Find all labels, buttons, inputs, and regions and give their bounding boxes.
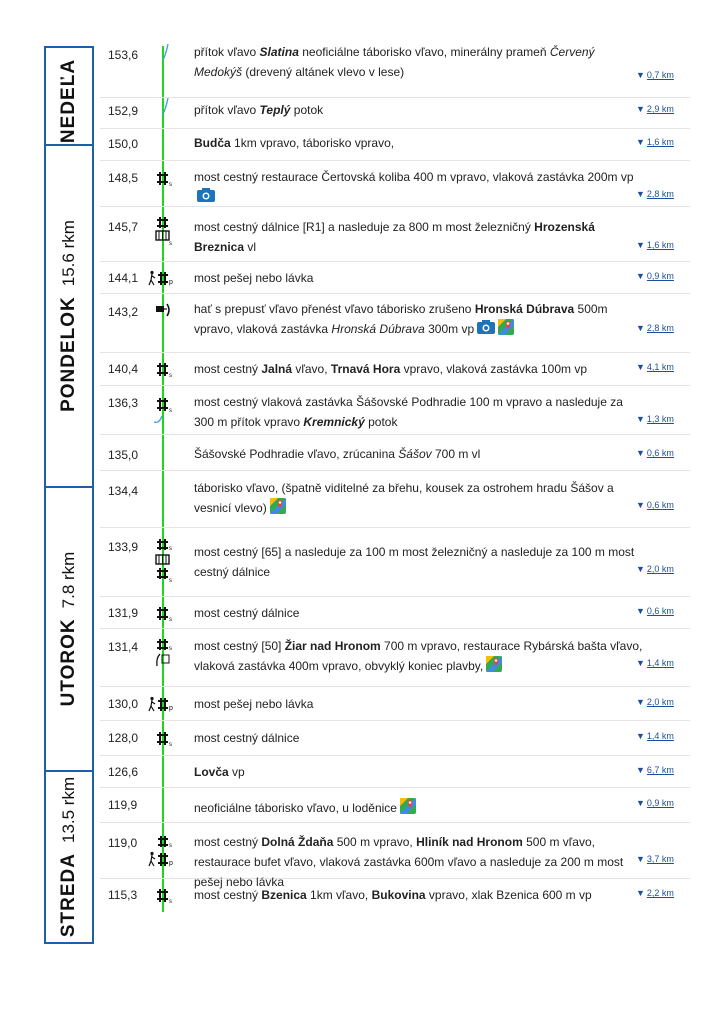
bridge-icon — [154, 361, 174, 379]
river-km: 143,2 — [108, 305, 139, 319]
svg-text:s: s — [169, 617, 172, 623]
description: Lovča vp — [194, 765, 245, 779]
day-name: PONDELOK — [58, 296, 79, 412]
description: most cestný restaurace Čertovská koliba 400 m vpravo, vlaková zastávka 200m vp — [194, 167, 644, 208]
day-wednesday — [44, 770, 94, 944]
row-divider — [100, 128, 690, 129]
day-distance: 13.5 rkm — [59, 776, 78, 844]
distance-link[interactable]: ▼ 1,4 km — [636, 731, 674, 741]
map-pin-icon[interactable] — [400, 798, 416, 820]
row-divider — [100, 261, 690, 262]
row-divider — [100, 470, 690, 471]
weir-icon — [154, 302, 174, 320]
description: přítok vľavo Teplý potok — [194, 103, 324, 117]
distance-link[interactable]: ▼ 0,6 km — [636, 500, 674, 510]
bridge-icon — [154, 216, 174, 246]
chevron-down-icon: ▼ — [636, 70, 645, 80]
chevron-down-icon: ▼ — [636, 854, 645, 864]
row-divider — [100, 527, 690, 528]
river-km: 134,4 — [108, 484, 139, 498]
row-divider — [100, 787, 690, 788]
svg-text:s: s — [169, 373, 172, 379]
row-divider — [100, 755, 690, 756]
chevron-down-icon: ▼ — [636, 606, 645, 616]
river-km: 150,0 — [108, 137, 139, 151]
distance-link[interactable]: ▼ 0,6 km — [636, 448, 674, 458]
footbridge-icon — [148, 696, 176, 714]
description: most cestný [65] a nasleduje za 100 m most železničný a nasleduje za 100 m most cestný dálnice — [194, 545, 635, 579]
svg-text:s: s — [169, 578, 172, 584]
bridge-icon — [154, 538, 174, 590]
day-name: STREDA — [58, 853, 79, 938]
tributary-icon — [154, 44, 174, 62]
description: most pešej nebo lávka — [194, 271, 314, 285]
row-divider — [100, 686, 690, 687]
river-km: 153,6 — [108, 48, 139, 62]
day-tuesday — [44, 486, 94, 772]
camera-icon[interactable] — [197, 188, 215, 208]
day-name: NEDEĽA — [58, 58, 79, 144]
river-km: 131,9 — [108, 606, 139, 620]
day-label — [58, 49, 80, 143]
description: most cestný dálnice — [194, 731, 300, 745]
chevron-down-icon: ▼ — [636, 448, 645, 458]
description: most cestný vlaková zastávka Šášovské Podhradie 100 m vpravo a nasleduje za 300 m přítok vpravo Kremnický potok — [194, 395, 623, 429]
svg-text:s: s — [169, 241, 172, 246]
bridge-icon — [154, 730, 174, 748]
distance-link[interactable]: ▼ 3,7 km — [636, 854, 674, 864]
chevron-down-icon: ▼ — [636, 323, 645, 333]
chevron-down-icon: ▼ — [636, 731, 645, 741]
svg-text:s: s — [169, 408, 172, 414]
river-km: 136,3 — [108, 396, 139, 410]
chevron-down-icon: ▼ — [636, 240, 645, 250]
river-km: 144,1 — [108, 271, 139, 285]
distance-link[interactable]: ▼ 0,6 km — [636, 606, 674, 616]
distance-link[interactable]: ▼ 0,9 km — [636, 271, 674, 281]
map-pin-icon[interactable] — [498, 319, 514, 341]
day-distance: 15.6 rkm — [59, 220, 78, 287]
tributary-icon — [154, 410, 174, 428]
chevron-down-icon: ▼ — [636, 189, 645, 199]
day-distance: 7.8 rkm — [59, 551, 78, 609]
tributary-icon — [154, 98, 174, 116]
bridge-icon — [154, 605, 174, 623]
distance-link[interactable]: ▼ 2,8 km — [636, 323, 674, 333]
distance-link[interactable]: ▼ 2,2 km — [636, 888, 674, 898]
description: Šášovské Podhradie vľavo, zrúcanina Šášov 700 m vl — [194, 447, 481, 461]
footbridge-icon — [148, 270, 176, 288]
row-divider — [100, 97, 690, 98]
chevron-down-icon: ▼ — [636, 697, 645, 707]
day-monday — [44, 144, 94, 488]
river-km: 140,4 — [108, 362, 139, 376]
chevron-down-icon: ▼ — [636, 500, 645, 510]
description: most pešej nebo lávka — [194, 697, 314, 711]
chevron-down-icon: ▼ — [636, 765, 645, 775]
chevron-down-icon: ▼ — [636, 798, 645, 808]
distance-link[interactable]: ▼ 0,7 km — [636, 70, 674, 80]
river-km: 145,7 — [108, 220, 139, 234]
river-km: 126,6 — [108, 765, 139, 779]
svg-text:s: s — [169, 646, 172, 652]
description: most cestný dálnice [R1] a nasleduje za 800 m most železničný Hrozenská Breznica vl — [194, 220, 595, 254]
river-km: 152,9 — [108, 104, 139, 118]
river-km: 131,4 — [108, 640, 139, 654]
day-label — [58, 220, 80, 412]
chevron-down-icon: ▼ — [636, 658, 645, 668]
row-divider — [100, 822, 690, 823]
day-label — [58, 777, 80, 937]
distance-link[interactable]: ▼ 2,0 km — [636, 697, 674, 707]
row-divider — [100, 628, 690, 629]
river-km: 115,3 — [108, 888, 138, 902]
day-sunday — [44, 46, 94, 146]
chevron-down-icon: ▼ — [636, 137, 645, 147]
day-name: UTOROK — [58, 618, 79, 707]
distance-link[interactable]: ▼ 2,0 km — [636, 564, 674, 574]
description: most cestný [50] Žiar nad Hronom 700 m vpravo, restaurace Rybárská bašta vľavo, vlaková zastávka 400m vpravo, obvyklý koniec plavby, — [194, 636, 644, 678]
svg-text:s: s — [169, 546, 172, 552]
svg-text:p: p — [169, 279, 173, 286]
svg-text:p: p — [169, 705, 173, 712]
row-divider — [100, 160, 690, 161]
river-km: 135,0 — [108, 448, 139, 462]
description: most cestný dálnice — [194, 606, 300, 620]
svg-text:s: s — [169, 899, 172, 905]
distance-link[interactable]: ▼ 1,6 km — [636, 137, 674, 147]
distance-link[interactable]: ▼ 2,9 km — [636, 104, 674, 114]
day-label — [58, 552, 80, 707]
river-km: 128,0 — [108, 731, 139, 745]
bridge-icon — [148, 835, 176, 869]
distance-link[interactable]: ▼ 6,7 km — [636, 765, 674, 775]
chevron-down-icon: ▼ — [636, 888, 645, 898]
distance-link[interactable]: ▼ 1,3 km — [636, 414, 674, 424]
distance-link[interactable]: ▼ 2,8 km — [636, 189, 674, 199]
svg-text:s: s — [169, 182, 172, 188]
distance-link[interactable]: ▼ 1,4 km — [636, 658, 674, 668]
description: Budča 1km vpravo, táborisko vpravo, — [194, 136, 395, 150]
svg-text:s: s — [169, 742, 172, 748]
description: hať s prepusť vľavo přenést vľavo táborisko zrušeno Hronská Dúbrava 500m vpravo, vlaková zastávka Hronská Dúbrava 300m vp — [194, 299, 644, 341]
row-divider — [100, 385, 690, 386]
river-km: 133,9 — [108, 540, 139, 554]
chevron-down-icon: ▼ — [636, 104, 645, 114]
river-km: 148,5 — [108, 171, 139, 185]
row-divider — [100, 352, 690, 353]
svg-text:s: s — [169, 843, 172, 849]
description: přítok vľavo Slatina neoficiálne táborisko vľavo, minerálny prameň Červený Medokýš (drevený altánek vlevo v lese) — [194, 45, 595, 79]
chevron-down-icon: ▼ — [636, 271, 645, 281]
description: most cestný Bzenica 1km vľavo, Bukovina vpravo, xlak Bzenica 600 m vp — [194, 888, 592, 902]
description: táborisko vľavo, (špatně viditelné za břehu, kousek za ostrohem hradu Šášov a vesnicí vlevo) — [194, 478, 644, 520]
distance-link[interactable]: ▼ 4,1 km — [636, 362, 674, 372]
bridge-icon — [154, 170, 174, 188]
map-pin-icon[interactable] — [486, 656, 502, 678]
chevron-down-icon: ▼ — [636, 414, 645, 424]
bridge-icon — [154, 887, 174, 905]
map-pin-icon[interactable] — [270, 498, 286, 520]
river-km: 130,0 — [108, 697, 139, 711]
row-divider — [100, 596, 690, 597]
row-divider — [100, 293, 690, 294]
description: most cestný Jalná vľavo, Trnavá Hora vpravo, vlaková zastávka 100m vp — [194, 362, 588, 376]
description: most cestný Dolná Ždaňa 500 m vpravo, Hliník nad Hronom 500 m vľavo, restaurace bufet vľavo, vlaková zastávka 600m vľavo a nasleduje za 200 m most pešej nebo lávka — [194, 835, 624, 889]
river-km: 119,0 — [108, 836, 138, 850]
bridge-icon — [154, 638, 174, 668]
chevron-down-icon: ▼ — [636, 564, 645, 574]
distance-link[interactable]: ▼ 0,9 km — [636, 798, 674, 808]
description: neoficiálne táborisko vľavo, u loděnice — [194, 798, 644, 820]
row-divider — [100, 434, 690, 435]
river-km: 119,9 — [108, 798, 138, 812]
row-divider — [100, 720, 690, 721]
camera-icon[interactable] — [477, 320, 495, 340]
chevron-down-icon: ▼ — [636, 362, 645, 372]
svg-text:p: p — [169, 860, 173, 867]
distance-link[interactable]: ▼ 1,6 km — [636, 240, 674, 250]
